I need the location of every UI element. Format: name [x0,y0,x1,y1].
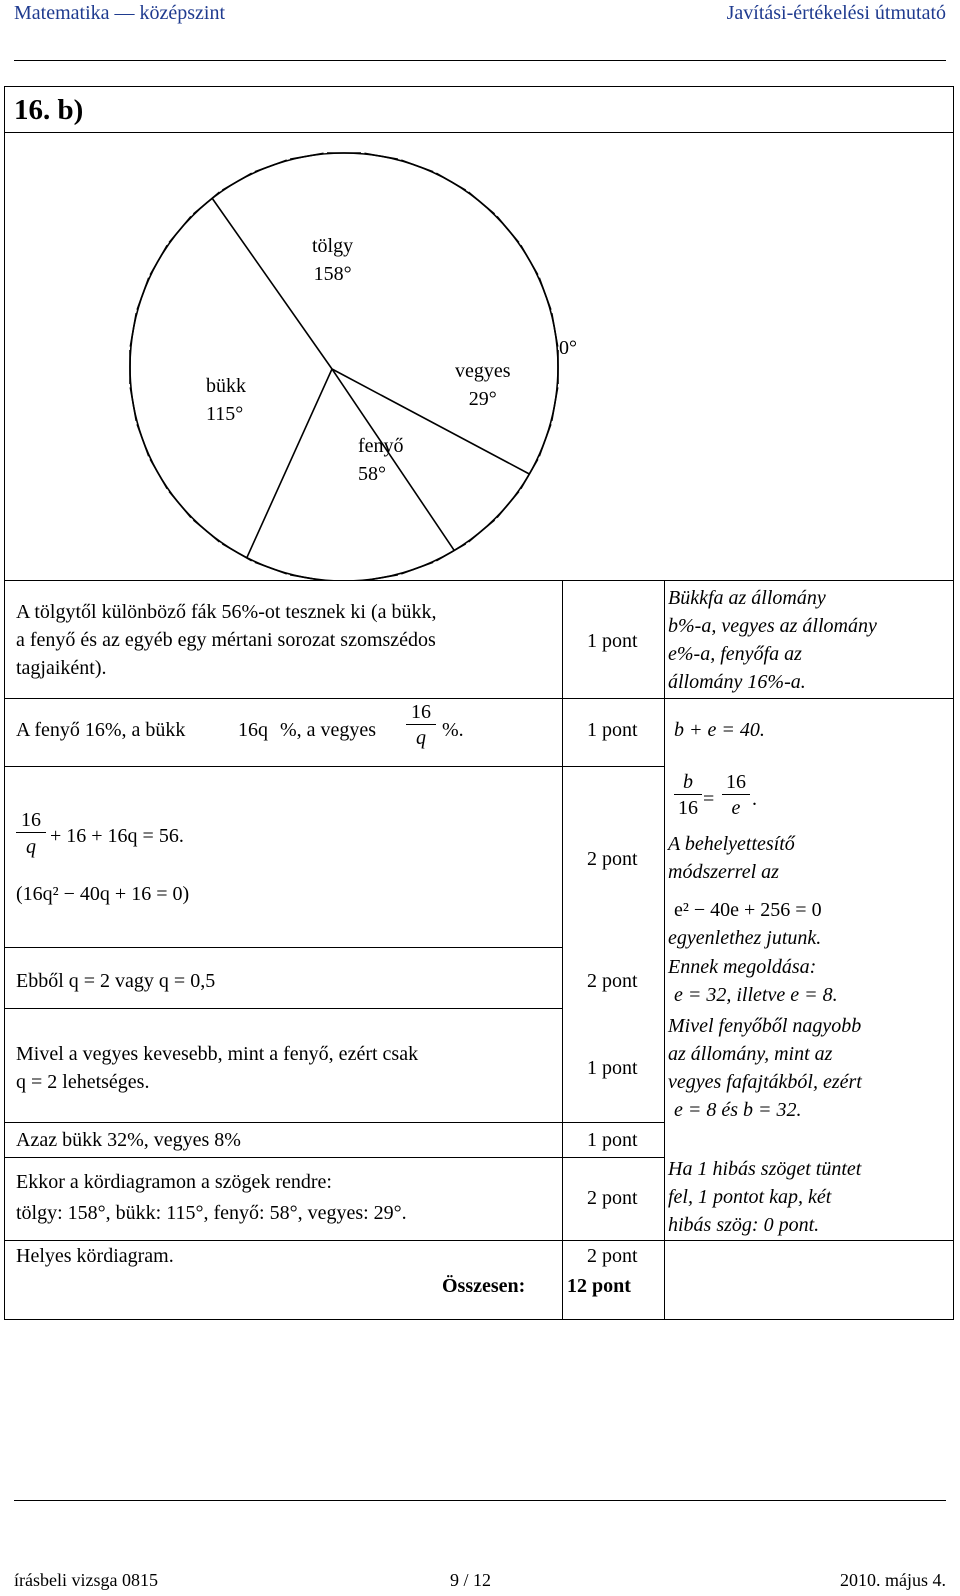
row1-note-line4: állomány 16%-a. [668,671,806,693]
row2-text-c: %, a vegyes [280,719,377,741]
pie-tick [255,562,287,574]
row5-text [16,1040,418,1096]
row7-note-line3: hibás szög: 0 pont. [668,1214,820,1236]
row5-note-line1: Mivel fenyőből nagyobb [668,1015,862,1037]
row3-note-frac2-num: 16 [726,771,746,793]
row-rule-2 [4,698,954,699]
row3-note-dot: . [752,788,757,810]
row-rule-5 [4,1008,562,1009]
row3-note-equation: e² − 40e + 256 = 0 [674,899,822,921]
row8-points: 2 pont [587,1245,638,1267]
row-rule-3 [4,766,664,767]
footer-exam: írásbeli vizsga 0815 [14,1570,158,1590]
row1-text [16,598,436,682]
row4-note-line1: Ennek megoldása: [668,956,817,978]
row4-points: 2 pont [587,970,638,992]
row1-points: 1 pont [587,630,638,652]
row2-frac-num: 16 [411,701,431,723]
footer-page: 9 / 12 [450,1570,492,1590]
row-rule-1 [4,580,954,581]
slice-value-fenyo: 58° [358,463,386,485]
pie-tick [193,520,219,542]
col-rule-points-right [664,580,665,1320]
row5-points: 1 pont [587,1057,638,1079]
pie-tick [137,424,149,456]
row2-frac-den: q [406,724,436,751]
row7-line1: Ekkor a kördiagramon a szögek rendre: [16,1171,332,1193]
row5-note [668,1012,862,1124]
slice-label-bukk [206,372,246,428]
pie-tick [539,424,551,456]
pie-tick [364,153,397,159]
row3-note-equals: = [703,788,715,810]
row7-text [16,1168,407,1227]
pie-tick [469,520,495,542]
pie-tick [469,192,495,214]
row2-note: b + e = 40. [674,719,765,741]
row3-note-frac2 [722,770,750,821]
row5-note-line3: vegyes fafajtákból, ezért [668,1071,862,1093]
pie-tick [552,313,558,346]
row3-fraction [16,808,46,861]
pie-tick [401,160,433,172]
row5-line1: Mivel a vegyes kevesebb, mint a fenyő, ezért csak [16,1043,419,1065]
row8-text: Helyes kördiagram. [16,1245,174,1267]
slice-value-vegyes: 29° [468,388,497,410]
row-rule-4 [4,947,562,948]
pie-tick [552,387,558,420]
row1-line3: tagjaiként). [16,657,107,679]
row3-note-text [668,830,795,886]
header-subject: Matematika — középszint [14,2,226,24]
pie-tick [150,245,167,274]
row4-note [668,953,838,1009]
pie-tick [539,278,551,310]
row4-text: Ebből q = 2 vagy q = 0,5 [16,970,216,992]
row3-note-frac1-num: b [683,771,693,793]
total-label: Összesen: [442,1275,526,1297]
pie-tick [150,459,167,488]
row2-text-b: 16q [238,719,268,741]
header-guide: Javítási-értékelési útmutató [726,2,946,24]
row6-points: 1 pont [587,1129,638,1151]
pie-tick [169,216,191,242]
row3-note-frac1-den: 16 [674,794,702,821]
row3-equation1: + 16 + 16q = 56. [50,825,184,847]
task-title: 16. b) [14,94,84,126]
pie-tick [137,278,149,310]
row3-note-line1: A behelyettesítő [668,833,795,855]
row1-line2: a fenyő és az egyéb egy mértani sorozat szomszédos [16,629,436,651]
row2-points: 1 pont [587,719,638,741]
pie-tick [169,492,191,518]
row1-note-line1: Bükkfa az állomány [668,587,826,609]
slice-name-tolgy: tölgy [312,235,354,257]
row7-note-line1: Ha 1 hibás szöget tüntet [668,1158,862,1180]
row7-note-line2: fel, 1 pontot kap, két [668,1186,832,1208]
row2-fraction [406,700,436,751]
row5-line2: q = 2 lehetséges. [16,1071,150,1093]
pie-tick [436,173,465,190]
row-rule-6 [4,1122,664,1123]
row1-note [668,584,877,696]
row1-note-line3: e%-a, fenyőfa az [668,643,802,665]
pie-tick [497,492,519,518]
pie-tick [130,313,136,346]
pie-tick [222,544,251,561]
row1-note-line2: b%-a, vegyes az állomány [668,615,877,637]
row-rule-7 [4,1157,664,1158]
row7-points: 2 pont [587,1187,638,1209]
row5-note-line4: e = 8 és b = 32. [674,1099,802,1121]
footer-date: 2010. május 4. [840,1570,946,1590]
slice-label-fenyo [358,432,404,488]
row7-note [668,1155,861,1239]
row3-frac-num: 16 [21,809,41,831]
pie-tick [290,153,323,159]
pie-tick [401,562,433,574]
row3-points: 2 pont [587,848,638,870]
row2-text-a: A fenyő 16%, a bükk [16,719,186,741]
pie-radius-2 [247,369,332,558]
row-rule-8 [4,1240,954,1241]
zero-angle-label: 0° [559,337,577,359]
pie-tick [521,245,538,274]
slice-value-bukk: 115° [206,403,244,425]
row1-line1: A tölgytől különböző fák 56%-ot tesznek ki (a bükk, [16,601,437,623]
row3-equation2: (16q² − 40q + 16 = 0) [16,883,190,905]
header-rule [14,60,946,61]
row3-note-frac1 [674,770,702,821]
pie-tick [255,160,287,172]
row5-note-line2: az állomány, mint az [668,1043,833,1065]
row6-text: Azaz bükk 32%, vegyes 8% [16,1129,241,1151]
row4-note-line2: e = 32, illetve e = 8. [674,984,838,1006]
row3-note-tail: egyenlethez jutunk. [668,927,822,949]
row2-text-d: %. [442,719,464,741]
row7-line2: tölgy: 158°, bükk: 115°, fenyő: 58°, vegyes: 29°. [16,1202,407,1224]
col-rule-points-left [562,580,563,1320]
row3-note-line2: módszerrel az [668,861,779,883]
footer-rule [14,1500,946,1501]
pie-tick [130,387,136,420]
slice-name-fenyo: fenyő [358,435,404,457]
row3-note-frac2-den: e [722,794,750,821]
page-header [14,0,946,30]
slice-name-vegyes: vegyes [455,360,511,382]
total-points: 12 pont [567,1275,631,1297]
slice-value-tolgy: 158° [313,263,352,285]
pie-tick [497,216,519,242]
slice-label-vegyes [455,357,511,413]
pie-tick [222,173,251,190]
slice-name-bukk: bükk [206,375,246,397]
slice-label-tolgy [312,232,353,288]
row3-frac-den: q [16,832,46,861]
